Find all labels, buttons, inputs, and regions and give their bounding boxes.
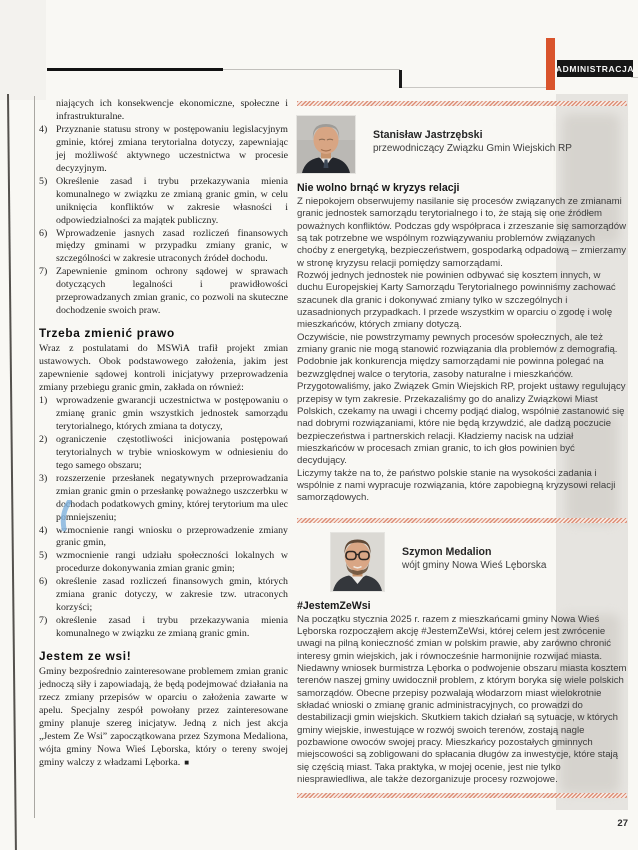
list-item bbox=[39, 615, 288, 641]
list-text: Zapewnienie gminom ochrony sądowej w sprawach dotyczących legalności i prawidłowości przeprowadzanych zmian granic, co pozwoli na skuteczne dochodzenie swoich praw. bbox=[56, 266, 288, 317]
list-number: 2) bbox=[39, 433, 48, 445]
law-changes-list bbox=[39, 395, 288, 641]
header-rule-thin-2 bbox=[402, 87, 546, 88]
section-accent-bar bbox=[546, 38, 555, 90]
list-text: określenie zasad rozliczeń finansowych gmin, których zmiana granic dotyczy, w zakresie tzw. utraconych korzyści; bbox=[56, 576, 288, 614]
list-number: 6) bbox=[39, 227, 48, 239]
paragraph: Wraz z postulatami do MSWiA trafił projekt zmian ustawowych. Obok podstawowego założenia, jakim jest zapewnienie sądowej kontroli inicjatywy przeprowadzenia zmiany przebiegu granic gmin, zakłada on również: bbox=[39, 343, 288, 394]
section-heading: Jestem ze wsi! bbox=[39, 649, 132, 664]
closing-paragraph bbox=[39, 666, 288, 770]
list-item bbox=[39, 176, 288, 228]
postulates-list bbox=[39, 124, 288, 318]
profile-header bbox=[297, 533, 627, 591]
hatch-divider-middle bbox=[297, 518, 627, 523]
page-edge-line bbox=[7, 94, 17, 850]
list-number: 6) bbox=[39, 576, 48, 588]
list-item bbox=[39, 266, 288, 318]
page-number: 27 bbox=[617, 818, 628, 829]
portrait-photo-jastrzebski bbox=[297, 116, 355, 173]
paragraph: Liczymy także na to, że państwo polskie stanie na wysokości zadania i wspólnie z nami wypracuje rozwiązania, które zapobiegną kryzysowi relacji samorządowych. bbox=[297, 467, 616, 504]
list-number: 3) bbox=[39, 472, 48, 484]
profile-header bbox=[297, 116, 627, 173]
list-text: określenie zasad i trybu przekazywania mienia komunalnego w związku ze zmianą granic gmin. bbox=[56, 615, 288, 640]
list-item bbox=[39, 576, 288, 615]
expert-comments-column bbox=[297, 101, 627, 798]
end-of-article-mark: ■ bbox=[184, 757, 190, 767]
list-text: wprowadzenie gwarancji uczestnictwa w postępowaniu o zmianę granic gmin wszystkich jednostek samorządu terytorialnego, których zmiana ta dotyczy, bbox=[56, 394, 288, 432]
hatch-divider-top bbox=[297, 101, 627, 106]
comment-body bbox=[297, 196, 627, 505]
section-heading: Trzeba zmienić prawo bbox=[39, 326, 175, 341]
list-number: 5) bbox=[39, 550, 48, 562]
person-name: Szymon Medalion bbox=[402, 545, 492, 558]
paragraph: Niedawny wniosek burmistrza Lęborka o podwojenie obszaru miasta kosztem terenów naszej gminy uwidocznił problem, z którym boryka się wiele polskich samorządów. Obecne przepisy pozwalają włodarzom miast wielokrotnie składać wnioski o zmianę granic administracyjnych, co prowadzi do destabilizacji gmin wiejskich. Skutkiem takich działań są sytuacje, w których gminy wiejskie, inwestujące w rozwój swoich terenów, zostają nagle pozbawione owoców swojej pracy. Mieszkańcy pozostałych gminnych miejscowości są zobligowani do spłacania długów za inwestycje, które stają się częścią miast. Taka praktyka, w mojej ocenie, jest nie tylko niesprawiedliwa, ale także dezorganizuje procesy rozwojowe. bbox=[297, 662, 627, 786]
list-item bbox=[39, 550, 288, 576]
list-text: Określenie zasad i trybu przekazywania mienia komunalnego w związku ze zmianą granic gmin, w celu uniknięcia konfliktów w zakresie własności i odpowiedzialności za majątek publiczny. bbox=[56, 175, 288, 226]
list-item bbox=[39, 124, 288, 176]
list-number: 4) bbox=[39, 123, 48, 135]
paragraph-text: Gminy bezpośrednio zainteresowane problemem zmian granic jednoczą siły i zapowiadają, że będą podejmować działania na rzecz zmiany przepisów w oparciu o założenia zawarte w apelu. Specjalny zespół powołany przez zainteresowane gminy planuje szereg inicjatyw. Jedną z nich jest akcja „Jestem Ze Wsi” zapoczątkowana przez Szymona Medaliona, wójta gminy Nowa Wieś Lęborska, który o tereny swojej gminy walczy z władzami Lęborka. bbox=[39, 666, 288, 768]
list-item bbox=[39, 473, 288, 525]
paragraph: Przygotowaliśmy, jako Związek Gmin Wiejskich RP, projekt ustawy regulujący przepisy w tym zakresie. Przekazaliśmy go do analizy Związkowi Miast Polskich, czekamy na uwagi i chcemy podjąć dialog, wspólnie zastanowić się nad dobrymi rozwiązaniami, które nie będą krzywdzić, ale dadzą poczucie bezpieczeństwa i partnerskich relacji. Kładziemy nacisk na udział mieszkańców w procesach zmian granic, to ich głos powinien być decydujący. bbox=[297, 381, 626, 467]
list-item bbox=[39, 525, 288, 551]
person-role: wójt gminy Nowa Wieś Lęborska bbox=[402, 559, 547, 571]
list-number: 1) bbox=[39, 394, 48, 406]
portrait-photo-medalion bbox=[331, 533, 384, 591]
list-text: wzmocnienie rangi wniosku o przeprowadzenie zmiany granic gmin, bbox=[56, 524, 288, 549]
column-gutter-line bbox=[34, 96, 35, 818]
list-item bbox=[39, 434, 288, 473]
list-text: wzmocnienie rangi udziału społeczności lokalnych w procedurze dokonywania zmian granic gmin; bbox=[56, 550, 288, 575]
header-rule-thin bbox=[223, 69, 400, 70]
header-rule-thick bbox=[47, 68, 223, 71]
paragraph: Na początku stycznia 2025 r. razem z mieszkańcami gminy Nowa Wieś Lęborska rozpocząłem akcję #JestemZeWsi, której celem jest zwrócenie uwagi na pilną konieczność zmian w polskim prawie, aby zarówno chronić interesy gmin wiejskich, jak i równocześnie harmonijnie rozwijać miasta. bbox=[297, 613, 612, 662]
list-number: 7) bbox=[39, 266, 48, 278]
list-text: Wprowadzenie jasnych zasad rozliczeń finansowych między gminami w przypadku zmiany granic, w szczególności w zakresie utraconych źródeł dochodu. bbox=[56, 227, 288, 265]
expert-box-medalion bbox=[297, 518, 627, 799]
list-text: rozszerzenie przesłanek negatywnych przeprowadzania zmian granic gmin o przesłankę poważnego uszczerbku w dochodach podatkowych gminy, której terytorium ma ulec pomniejszeniu; bbox=[56, 472, 288, 523]
hatch-divider-bottom bbox=[297, 793, 627, 798]
list-item bbox=[39, 228, 288, 267]
list-text: ograniczenie częstotliwości inicjowania postępowań terytorialnych w trybie wnioskowym w odniesieniu do tego samego obszaru; bbox=[56, 433, 288, 471]
person-identity bbox=[402, 533, 547, 571]
section-tag: ADMINISTRACJA bbox=[557, 60, 633, 77]
paragraph: Oczywiście, nie powstrzymamy pewnych procesów społecznych, ale też zmiany granic nie mogą stanowić rozwiązania dla problemów z demografią. Podobnie jak konkurencja między samorządami nie powinna polegać na bezwzględnej walce o terytoria, zasoby naturalne i mieszkańców. bbox=[297, 331, 618, 380]
continuation-paragraph: niających ich konsekwencje ekonomiczne, społeczne i infrastrukturalne. bbox=[56, 98, 288, 122]
expert-box-jastrzebski bbox=[297, 101, 627, 505]
list-number: 7) bbox=[39, 615, 48, 627]
list-item bbox=[39, 395, 288, 434]
comment-heading: Nie wolno brnąć w kryzys relacji bbox=[297, 182, 460, 194]
scan-background-corner bbox=[0, 0, 46, 100]
article-left-column bbox=[39, 98, 288, 770]
header-rule-tick bbox=[399, 70, 402, 88]
comment-body bbox=[297, 614, 627, 787]
paragraph: Z niepokojem obserwujemy nasilanie się procesów związanych ze zmianami granic jednostek samorządu terytorialnego i to, że stają się one źródłem poważnych konfliktów. Podczas gdy współpraca i zrzeszanie się samorządów są tak potrzebne we wspólnym rozwiązywaniu problemów związanych choćby z energetyką, bezpieczeństwem, gospodarką odpadową – zmierzamy w stronę kryzysu relacji pomiędzy samorządami. bbox=[297, 196, 627, 269]
person-identity bbox=[373, 116, 572, 154]
list-text: Przyznanie statusu strony w postępowaniu legislacyjnym gminie, której zmiana terytorialna dotyczy, zapewniając jej możliwość aktywnego uczestnictwa w procesie decyzyjnym. bbox=[56, 123, 288, 174]
list-number: 4) bbox=[39, 524, 48, 536]
person-role: przewodniczący Związku Gmin Wiejskich RP bbox=[373, 143, 572, 154]
list-number: 5) bbox=[39, 175, 48, 187]
pen-mark bbox=[56, 500, 74, 532]
person-name: Stanisław Jastrzębski bbox=[373, 129, 483, 141]
comment-heading: #JestemZeWsi bbox=[297, 599, 371, 612]
header-rule-thin-3 bbox=[631, 77, 638, 78]
paragraph: Rozwój jednych jednostek nie powinien odbywać się kosztem innych, w duchu Europejskiej Karty Samorządu Terytorialnego powinniśmy zachować szacunek dla granic i dokonywać zmiany tylko w szczególnych i uzasadnionych przypadkach. I przede wszystkim w oparciu o zgodę i wolę mieszkańców, których zmiany dotyczą. bbox=[297, 270, 616, 331]
